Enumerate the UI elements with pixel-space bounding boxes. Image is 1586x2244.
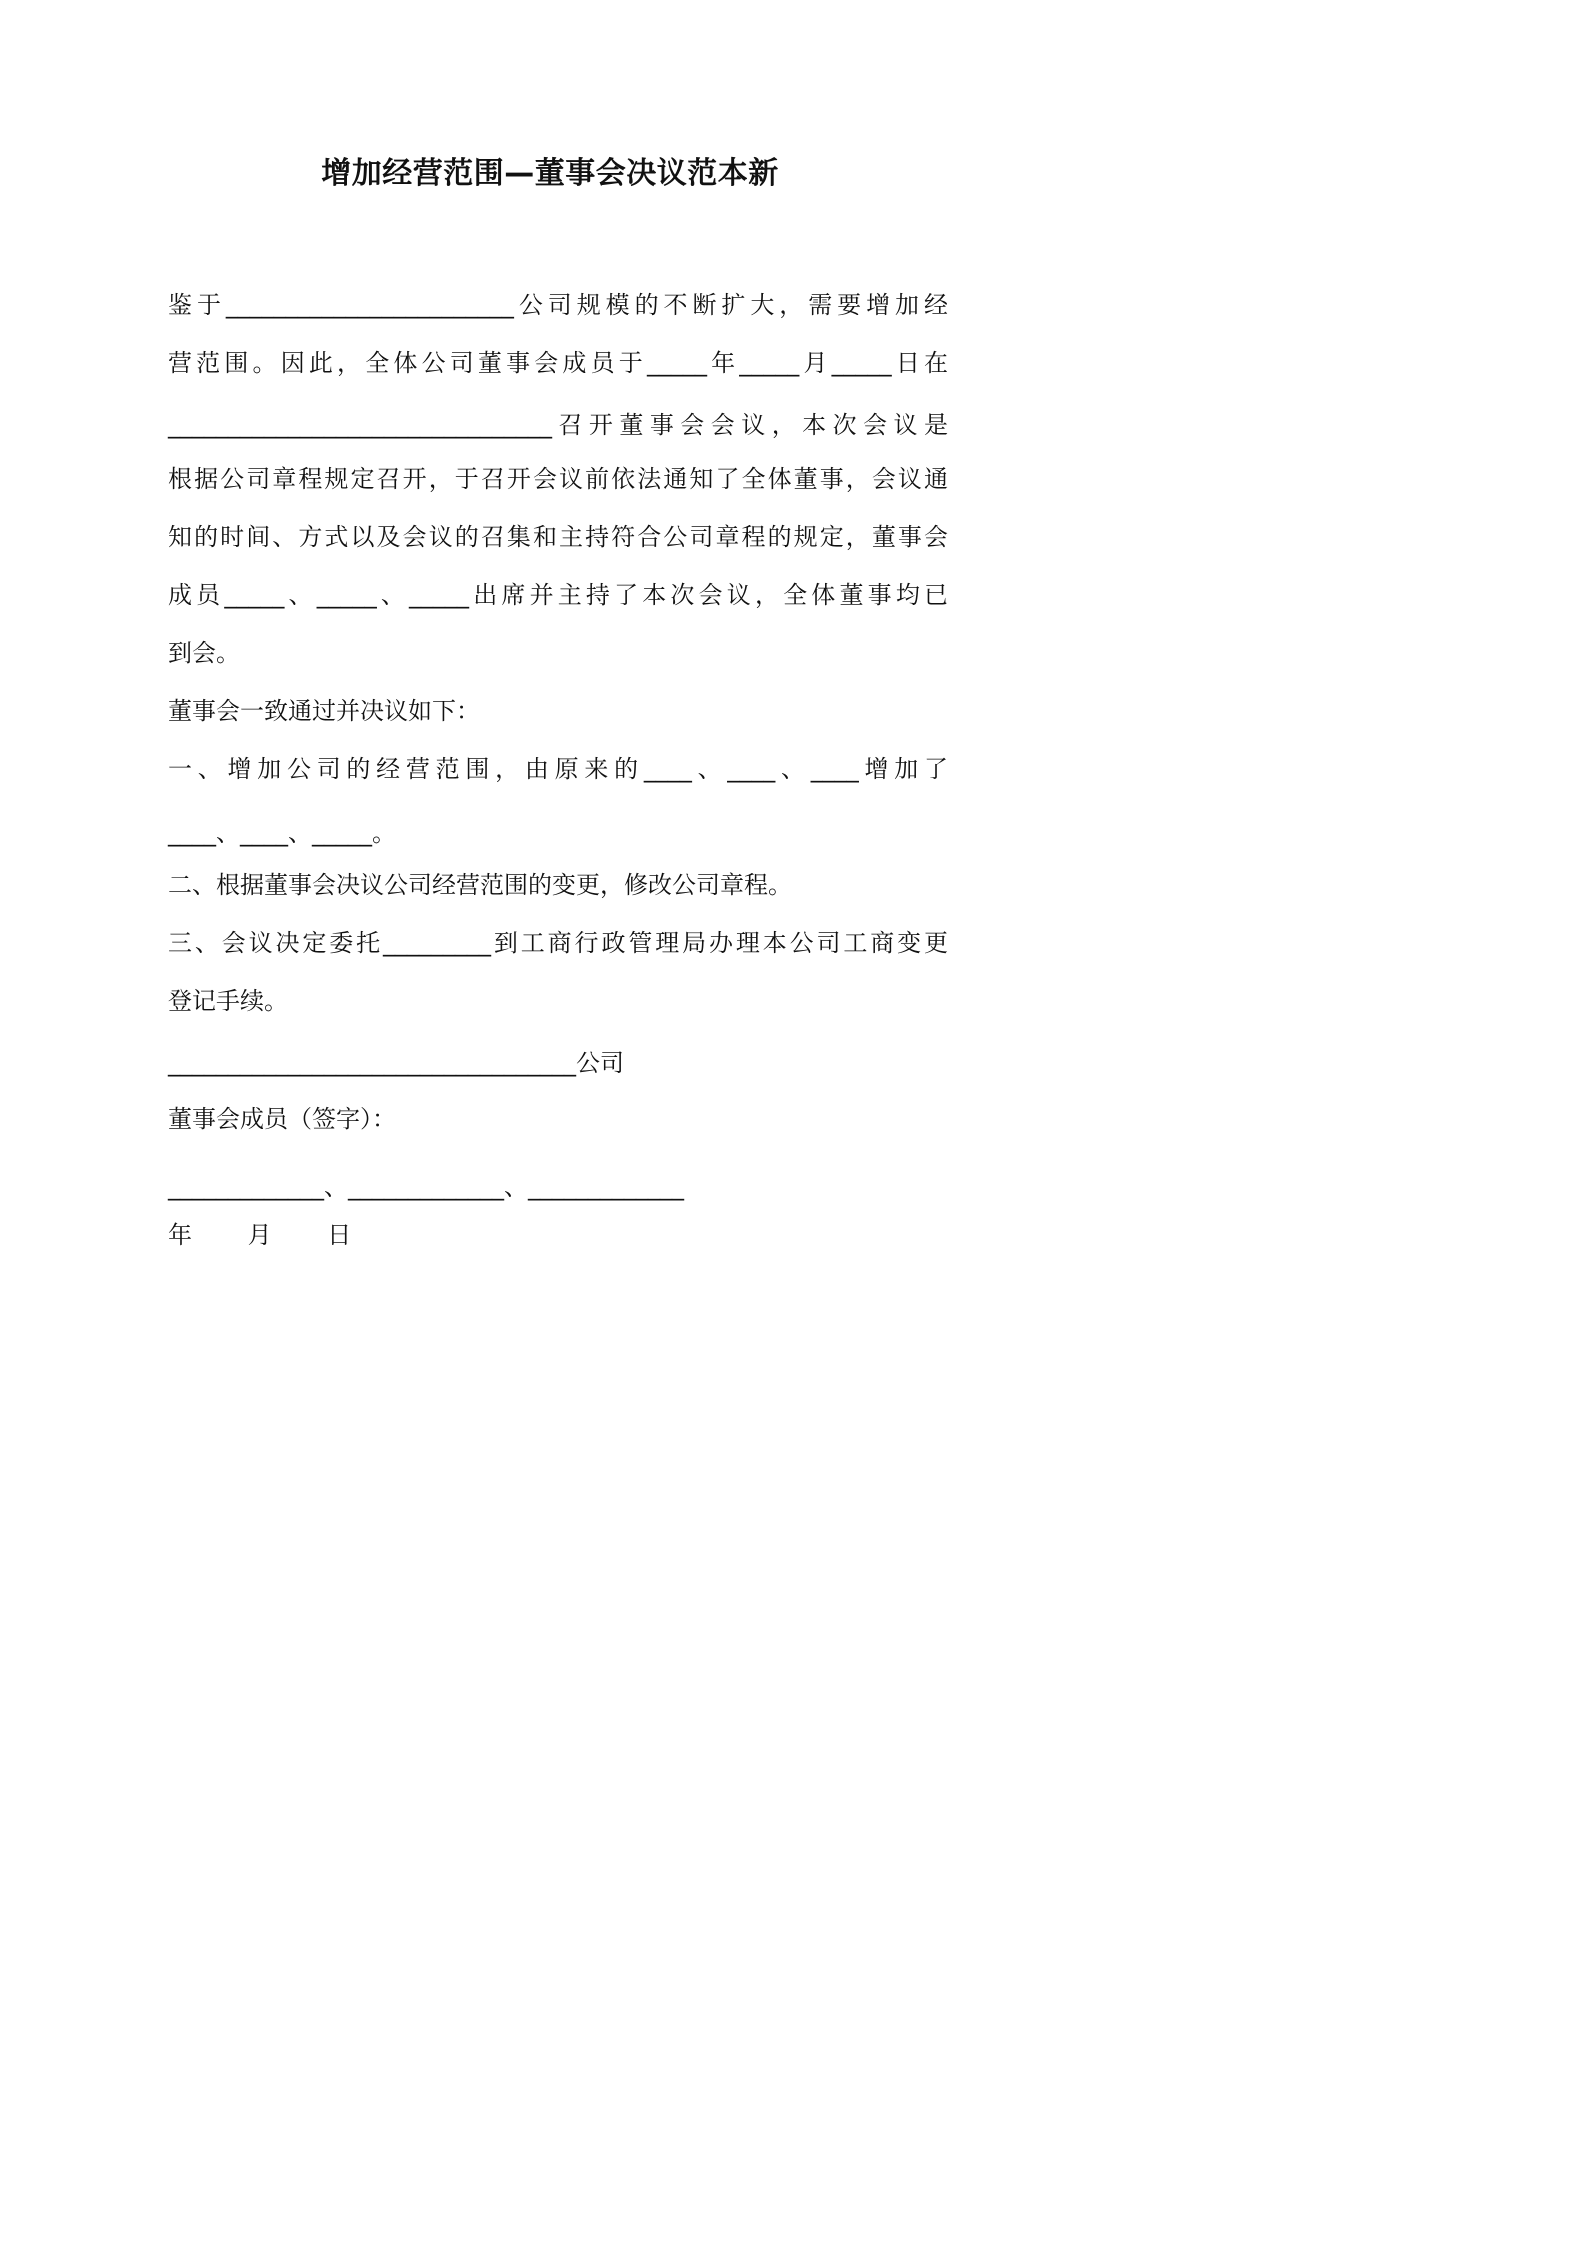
item-2: 二、根据董事会决议公司经营范围的变更，修改公司章程。 (168, 871, 792, 899)
paragraph-1-line-2: 营范围。因此，全体公司董事会成员于_____年_____月_____日在 (168, 349, 948, 377)
paragraph-1-line-3: ________________________________召开董事会会议，本次会议是 (168, 411, 948, 439)
paragraph-1-line-1: 鉴于________________________公司规模的不断扩大，需要增加经 (168, 291, 948, 319)
paragraph-1-line-6: 成员_____、_____、_____出席并主持了本次会议，全体董事均已 (168, 581, 948, 609)
date-month: 月 (247, 1221, 272, 1249)
paragraph-1-line-5: 知的时间、方式以及会议的召集和主持符合公司章程的规定，董事会 (168, 523, 948, 551)
signature-lines: _____________、_____________、_____________ (168, 1173, 684, 1201)
document-page (0, 0, 1100, 1556)
item-3-line-2: 登记手续。 (168, 987, 288, 1015)
item-3-line-1: 三、会议决定委托_________到工商行政管理局办理本公司工商变更 (168, 929, 948, 957)
resolution-intro: 董事会一致通过并决议如下： (168, 697, 480, 725)
members-label: 董事会成员（签字）： (168, 1105, 396, 1133)
company-line: __________________________________公司 (168, 1049, 624, 1077)
date-year: 年 (168, 1221, 192, 1249)
paragraph-1-line-4: 根据公司章程规定召开，于召开会议前依法通知了全体董事，会议通 (168, 465, 948, 493)
date-day: 日 (327, 1221, 352, 1249)
date-line (168, 1218, 948, 1252)
item-1-line-2: ____、____、_____。 (168, 819, 396, 847)
paragraph-1-line-7: 到会。 (168, 639, 240, 667)
document-title: 增加经营范围—董事会决议范本新 (321, 156, 779, 191)
item-1-line-1: 一、增加公司的经营范围，由原来的____、____、____增加了 (168, 755, 948, 783)
